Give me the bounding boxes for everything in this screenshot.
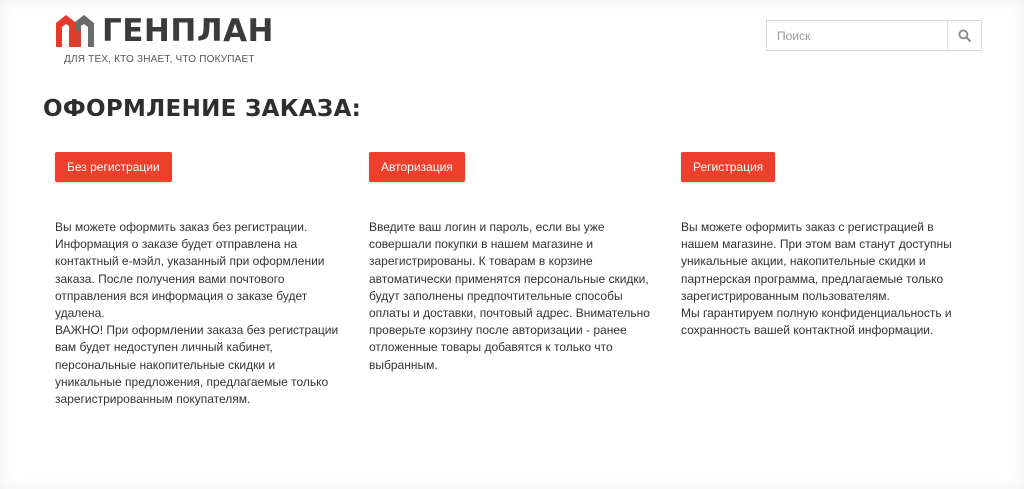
site-logo[interactable] — [56, 13, 274, 49]
paragraph: Мы гарантируем полную конфиденциальность и сохранность вашей контактной информации. — [681, 306, 952, 338]
paragraph: Вы можете оформить заказ с регистрацией в нашем магазине. При этом вам станут доступны уникальные акции, накопительные скидки и партнерская программа, предлагаемые только зарегистрированным пользователям. — [681, 220, 952, 303]
register-button[interactable]: Регистрация — [681, 152, 775, 182]
option-guest — [55, 152, 345, 408]
option-description — [55, 219, 345, 408]
paragraph: Введите ваш логин и пароль, если вы уже совершали покупки в нашем магазине и зарегистрированы. К товарам в корзине автоматически применятся персональные скидки, будут заполнены предпочтительные способы оплаты и доставки, почтовый адрес. Внимательно проверьте корзину после авторизации - ранее отложенные товары добавятся к только что выбранным. — [369, 220, 650, 372]
search-input[interactable] — [767, 21, 947, 50]
logo-text: ГЕНПЛАН — [102, 13, 275, 49]
guest-checkout-button[interactable]: Без регистрации — [55, 152, 172, 182]
logo-building-icon — [56, 13, 94, 49]
magnifier-icon — [958, 29, 971, 42]
search-box — [766, 20, 982, 51]
option-description — [369, 219, 659, 374]
tagline: ДЛЯ ТЕХ, КТО ЗНАЕТ, ЧТО ПОКУПАЕТ — [64, 54, 255, 65]
option-login — [369, 152, 659, 374]
search-button[interactable] — [947, 21, 981, 50]
option-register — [681, 152, 971, 339]
paragraph: Вы можете оформить заказ без регистрации. Информация о заказе будет отправлена на контактный e-мэйл, указанный при оформлении заказа. После получения вами почтового отправления вся информация о заказе будет удалена. — [55, 220, 325, 321]
option-description — [681, 219, 971, 339]
paragraph: ВАЖНО! При оформлении заказа без регистрации вам будет недоступен личный кабинет, персональные накопительные скидки и уникальные предложения, предлагаемые только зарегистрированным покупателям. — [55, 323, 339, 407]
login-button[interactable]: Авторизация — [369, 152, 465, 182]
page-title: ОФОРМЛЕНИЕ ЗАКАЗА: — [43, 96, 362, 122]
